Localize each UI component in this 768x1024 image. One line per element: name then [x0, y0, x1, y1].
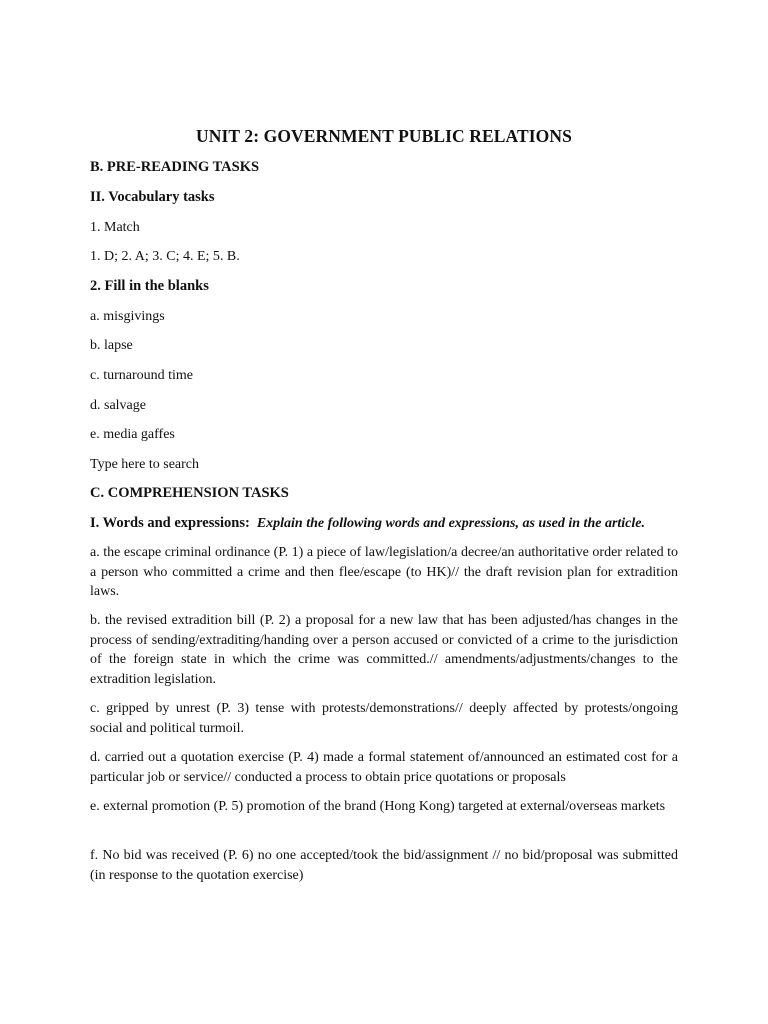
item-a: a. the escape criminal ordinance (P. 1) a piece of law/legislation/a decree/an authoritative order related to a person who committed a crime and then flee/escape (to HK)// the draft revision plan for extradition laws. [90, 545, 678, 599]
fill-blanks-heading: 2. Fill in the blanks [90, 278, 209, 294]
match-label: 1. Match [90, 220, 140, 235]
item-d: d. carried out a quotation exercise (P. 4) made a formal statement of/announced an estimated cost for a particular job or service// conducted a process to obtain price quotations or proposals [90, 750, 678, 785]
words-heading: I. Words and expressions: [90, 515, 250, 531]
item-e: e. external promotion (P. 5) promotion of the brand (Hong Kong) targeted at external/overseas markets [90, 799, 666, 814]
item-c: c. gripped by unrest (P. 3) tense with protests/demonstrations// deeply affected by protests/ongoing social and political turmoil. [90, 701, 678, 736]
item-b: b. the revised extradition bill (P. 2) a proposal for a new law that has been adjusted/has changes in the process of sending/extraditing/handing over a person accused or convicted of a crime to the jurisdiction of the foreign state in which the crime was committed.// amendments/adjustments/changes to the extradition legislation. [90, 613, 678, 687]
fill-answer-a: a. misgivings [90, 309, 165, 324]
fill-answer-e: e. media gaffes [90, 427, 175, 442]
fill-answer-d: d. salvage [90, 398, 146, 413]
fill-answer-c: c. turnaround time [90, 368, 194, 383]
vocabulary-heading: II. Vocabulary tasks [90, 189, 215, 205]
section-b-heading: B. PRE-READING TASKS [90, 159, 260, 175]
match-answers: 1. D; 2. A; 3. C; 4. E; 5. B. [90, 249, 240, 264]
fill-answer-b: b. lapse [90, 338, 133, 353]
page-title: UNIT 2: GOVERNMENT PUBLIC RELATIONS [196, 126, 572, 146]
words-instruction: Explain the following words and expressions, as used in the article. [256, 516, 645, 531]
item-f: f. No bid was received (P. 6) no one accepted/took the bid/assignment // no bid/proposal was submitted (in response to the quotation exercise) [90, 848, 678, 883]
words-expressions-line [90, 514, 678, 534]
section-c-heading: C. COMPREHENSION TASKS [90, 485, 289, 501]
search-text-line: Type here to search [90, 457, 200, 472]
